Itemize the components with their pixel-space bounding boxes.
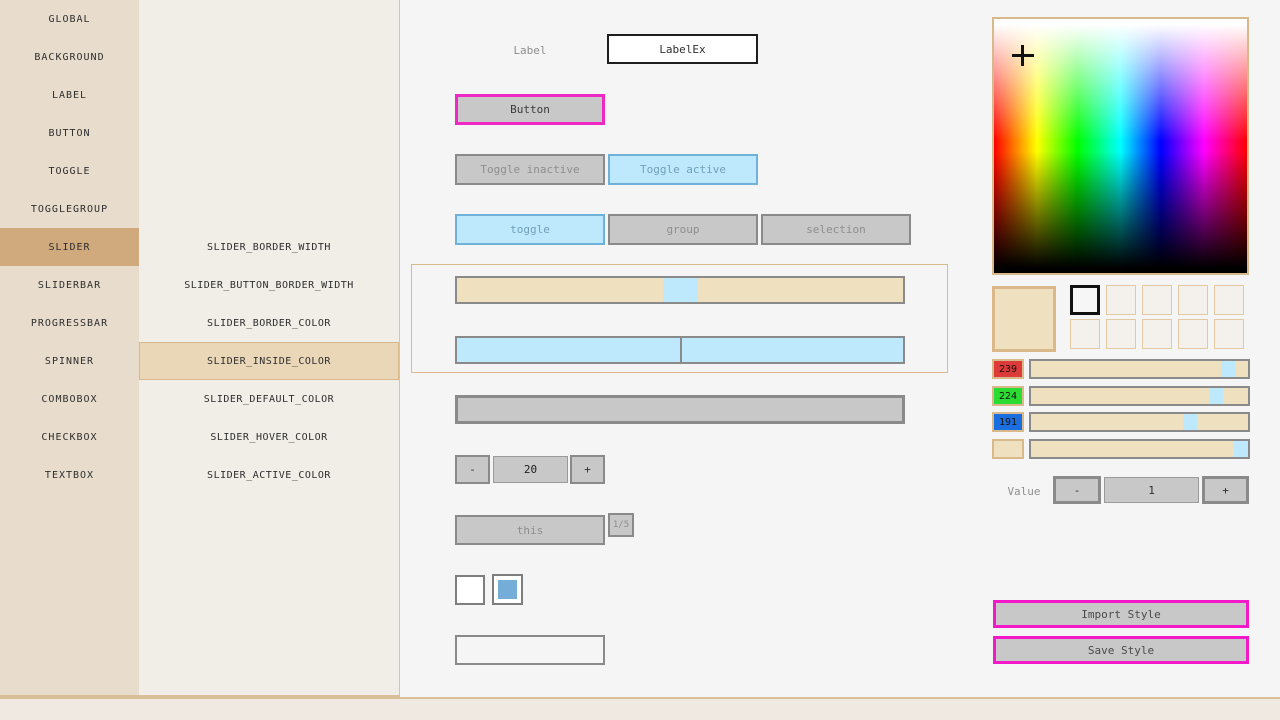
sidebar-item-sliderbar[interactable]: SLIDERBAR <box>37 279 102 291</box>
swatch-slot[interactable] <box>1070 319 1100 349</box>
sidebar-item-combobox[interactable]: COMBOBOX <box>41 393 98 405</box>
swatch-slot[interactable] <box>1106 285 1136 315</box>
blue-slider-handle[interactable] <box>1183 414 1197 430</box>
preview-label-textbox[interactable]: LabelEx <box>607 34 758 64</box>
sidebar-item-checkbox[interactable]: CHECKBOX <box>41 431 98 443</box>
prop-slider-hover-color[interactable]: SLIDER_HOVER_COLOR <box>210 431 328 443</box>
preview-label-caption: Label <box>513 43 547 57</box>
color-picker-gradient[interactable] <box>992 17 1249 275</box>
blue-channel-chip: 191 <box>992 412 1024 432</box>
swatch-slot[interactable] <box>1178 285 1208 315</box>
preview-spinner-minus-button[interactable]: - <box>455 455 490 484</box>
preview-togglegroup-group[interactable]: group <box>608 214 758 245</box>
preview-checkbox-checked[interactable] <box>492 574 523 605</box>
sliderbar-handle-edge[interactable] <box>680 338 682 362</box>
sidebar-item-slider[interactable]: SLIDER <box>0 228 139 266</box>
swatch-slot[interactable] <box>1142 285 1172 315</box>
preview-button[interactable]: Button <box>455 94 605 125</box>
preview-spinner-plus-button[interactable]: + <box>570 455 605 484</box>
current-color-swatch <box>992 286 1056 352</box>
preview-togglegroup-selection[interactable]: selection <box>761 214 911 245</box>
sidebar-item-background[interactable]: BACKGROUND <box>34 51 105 63</box>
prop-slider-default-color[interactable]: SLIDER_DEFAULT_COLOR <box>203 393 335 405</box>
sidebar-item-label[interactable]: LABEL <box>51 89 88 101</box>
sidebar-item-togglegroup[interactable]: TOGGLEGROUP <box>30 203 109 215</box>
footer-strip <box>0 697 1280 720</box>
swatch-slot[interactable] <box>1142 319 1172 349</box>
checkmark-fill <box>498 580 517 599</box>
sidebar-item-textbox[interactable]: TEXTBOX <box>44 469 95 481</box>
sidebar-item-spinner[interactable]: SPINNER <box>44 355 95 367</box>
red-channel-slider[interactable] <box>1029 359 1250 379</box>
preview-combobox[interactable]: this <box>455 515 605 545</box>
alpha-channel-slider[interactable] <box>1029 439 1250 459</box>
prop-slider-inside-color[interactable]: SLIDER_INSIDE_COLOR <box>139 342 399 380</box>
preview-checkbox-unchecked[interactable] <box>455 575 485 605</box>
category-sidebar <box>0 0 139 697</box>
preview-togglegroup-toggle[interactable]: toggle <box>455 214 605 245</box>
sidebar-item-toggle[interactable]: TOGGLE <box>48 165 91 177</box>
red-slider-handle[interactable] <box>1221 361 1235 377</box>
swatch-slot[interactable] <box>1070 285 1100 315</box>
prop-slider-border-width[interactable]: SLIDER_BORDER_WIDTH <box>207 241 331 253</box>
prop-slider-active-color[interactable]: SLIDER_ACTIVE_COLOR <box>207 469 331 481</box>
red-channel-chip: 239 <box>992 359 1024 379</box>
property-list <box>139 0 400 697</box>
slider-handle[interactable] <box>663 278 698 302</box>
green-channel-chip: 224 <box>992 386 1024 406</box>
preview-toggle-inactive[interactable]: Toggle inactive <box>455 154 605 185</box>
prop-slider-border-color[interactable]: SLIDER_BORDER_COLOR <box>207 317 331 329</box>
preview-combobox-page-indicator: 1/5 <box>608 513 634 537</box>
swatch-slot[interactable] <box>1214 319 1244 349</box>
alpha-channel-chip <box>992 439 1024 459</box>
saved-swatch-grid <box>1070 285 1250 349</box>
preview-toggle-active[interactable]: Toggle active <box>608 154 758 185</box>
value-plus-button[interactable]: + <box>1202 476 1249 504</box>
swatch-slot[interactable] <box>1214 285 1244 315</box>
green-channel-slider[interactable] <box>1029 386 1250 406</box>
sidebar-item-global[interactable]: GLOBAL <box>48 13 91 25</box>
prop-slider-button-border-width[interactable]: SLIDER_BUTTON_BORDER_WIDTH <box>184 279 354 291</box>
preview-slider[interactable] <box>455 276 905 304</box>
blue-channel-slider[interactable] <box>1029 412 1250 432</box>
value-minus-button[interactable]: - <box>1053 476 1101 504</box>
import-style-button[interactable]: Import Style <box>993 600 1249 628</box>
sidebar-item-button[interactable]: BUTTON <box>48 127 91 139</box>
swatch-slot[interactable] <box>1106 319 1136 349</box>
value-spinner-label: Value <box>1007 484 1041 498</box>
save-style-button[interactable]: Save Style <box>993 636 1249 664</box>
preview-spinner-value: 20 <box>493 456 568 483</box>
alpha-slider-handle[interactable] <box>1234 441 1248 457</box>
preview-progressbar <box>455 395 905 424</box>
green-slider-handle[interactable] <box>1209 388 1223 404</box>
picker-crosshair-icon <box>1021 45 1024 66</box>
sidebar-item-progressbar[interactable]: PROGRESSBAR <box>30 317 109 329</box>
preview-textbox[interactable] <box>455 635 605 665</box>
value-display: 1 <box>1104 477 1199 503</box>
swatch-slot[interactable] <box>1178 319 1208 349</box>
preview-sliderbar[interactable] <box>455 336 905 364</box>
